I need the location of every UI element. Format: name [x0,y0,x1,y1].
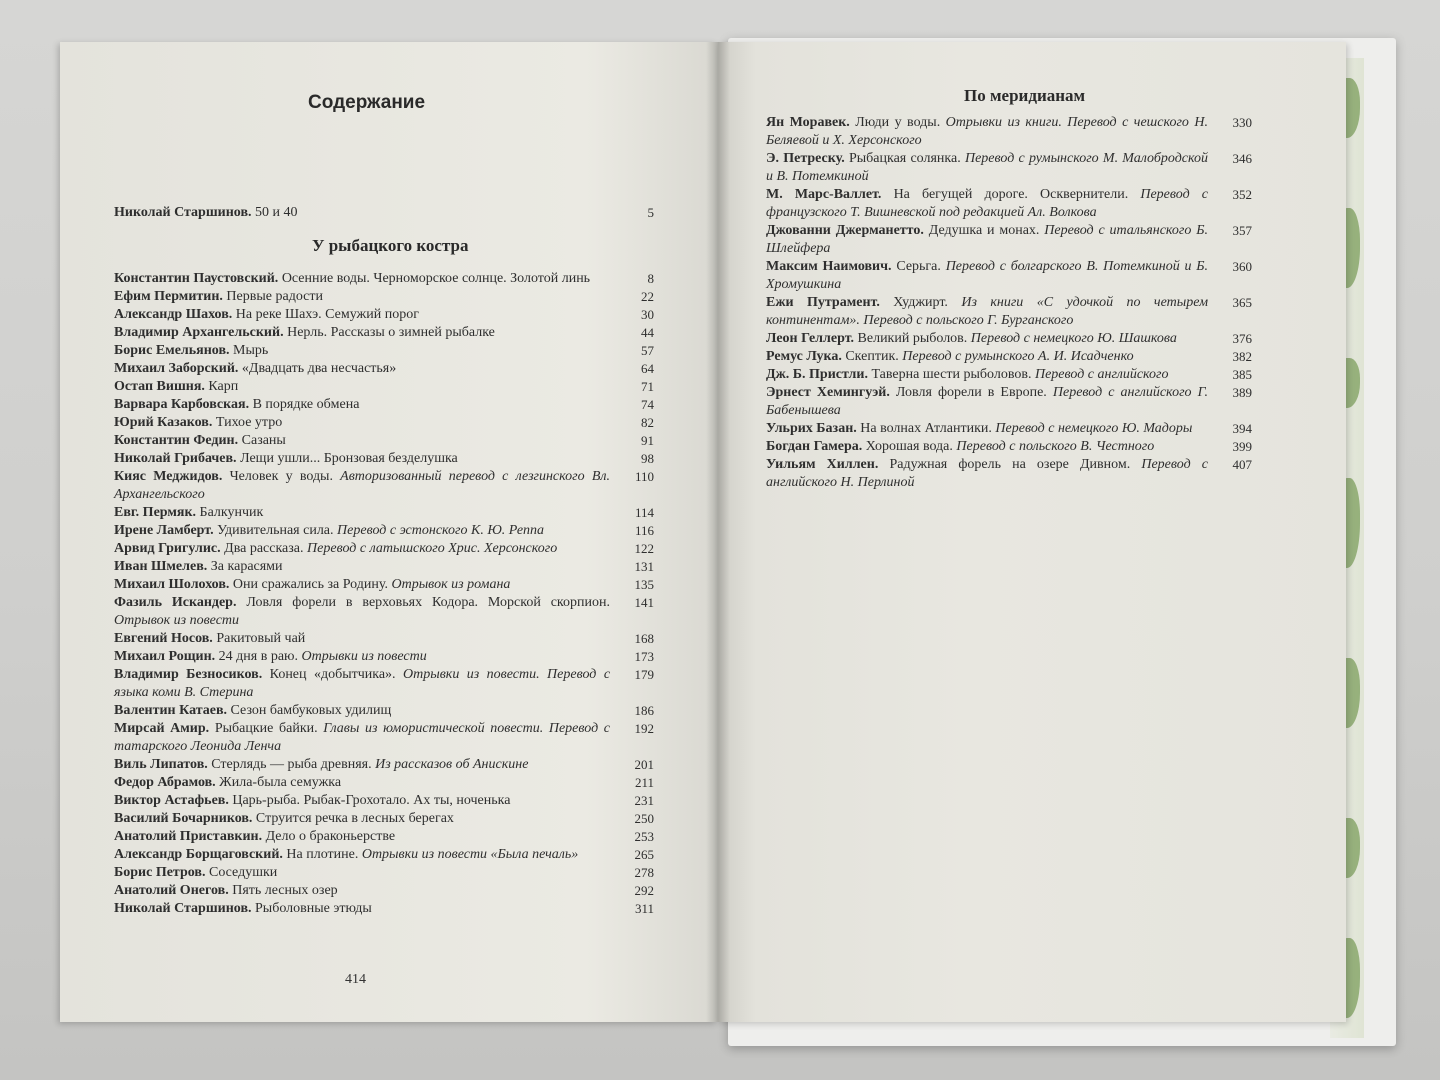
toc-entry-page: 8 [647,271,654,286]
toc-entry-note: Перевод с румынского А. И. Исадченко [902,349,1134,364]
toc-entry [766,294,1252,330]
toc-entry [114,270,654,288]
toc-entry-page: 352 [1232,187,1252,202]
toc-entry-author: Федор Абрамов. [114,775,216,790]
toc-entry-text [114,792,618,810]
toc-entry-author: Евг. Пермяк. [114,505,197,520]
toc-entry-author: Ян Моравек. [766,115,850,130]
toc-entry-note: Отрывок из повести [114,613,240,628]
toc-entry-note: Перевод с румынского М. Малобродской и В. Потемкиной [766,151,1209,184]
toc-entry-author: Ирене Ламберт. [114,523,214,538]
toc-entry [114,720,654,756]
toc-entry [114,306,654,324]
toc-entry-title: Осенние воды. Черноморское солнце. Золотой линь [281,271,591,286]
toc-entry-title: Жила-была семужка [219,775,342,790]
toc-entry-page: 211 [634,775,654,790]
toc-entry-page: 365 [1232,295,1252,310]
toc-entry-author: Николай Старшинов. [114,205,252,220]
toc-entry-author: Евгений Носов. [114,631,213,646]
toc-entry [766,366,1252,384]
toc-entry-page: 192 [634,721,654,736]
toc-entry-text [114,360,618,378]
toc-entry-author: Михаил Рощин. [114,649,216,664]
toc-entry [766,258,1252,294]
toc-entry-title: Стерлядь — рыба древняя. [211,757,372,772]
toc-entry-note: Главы из юмористической повести. Перевод с татарского Леонида Ленча [114,721,611,754]
toc-entry-text [114,558,618,576]
toc-entry-title: Серьга. [896,259,941,274]
toc-entry-page: 253 [634,829,654,844]
toc-entry-title: На плотине. [286,847,359,862]
toc-entry-note: Из книги «С удочкой по четырем континентам». Перевод с польского Г. Бурганского [766,295,1209,328]
toc-entry-title: Хорошая вода. [865,439,953,454]
toc-entry-page: 179 [634,667,654,682]
toc-entry [114,204,654,222]
toc-entry-title: 24 дня в раю. [218,649,299,664]
toc-entry-text [114,702,618,720]
toc-entry-page: 357 [1232,223,1252,238]
toc-entry [114,630,654,648]
toc-entry-text [114,378,618,396]
toc-entry-page: 64 [641,361,654,376]
toc-entry-page: 173 [634,649,654,664]
toc-entry-author: Валентин Катаев. [114,703,228,718]
toc-entry-author: Уильям Хиллен. [766,457,879,472]
toc-entry-author: Дж. Б. Пристли. [766,367,868,382]
toc-entry [766,420,1252,438]
toc-entry [114,864,654,882]
toc-entry-text [114,864,618,882]
toc-entry [114,324,654,342]
toc-entry [114,558,654,576]
toc-entry-title: Конец «добытчика». [269,667,396,682]
toc-entry [766,456,1252,492]
toc-entry-title: Рыбацкая солянка. [848,151,961,166]
toc-entry-title: Скептик. [845,349,899,364]
toc-entry-title: Рыбацкие байки. [214,721,318,736]
toc-entry-text [766,384,1216,420]
toc-entry [114,774,654,792]
toc-entry-page: 201 [634,757,654,772]
toc-entry-page: 30 [641,307,654,322]
toc-entry-author: Джованни Джерманетто. [766,223,924,238]
toc-entry-text [766,294,1216,330]
toc-entry [114,522,654,540]
page-number: 414 [345,972,366,987]
toc-entry-note: Перевод с французского Т. Вишневской под редакцией Ал. Волкова [766,187,1208,220]
toc-entry-page: 57 [641,343,654,358]
toc-entry [114,342,654,360]
toc-entry-text [114,720,618,756]
toc-entry [766,114,1252,150]
toc-entry [114,432,654,450]
toc-entry-note: Отрывки из книги. Перевод с чешского Н. Беляевой и Х. Херсонского [766,115,1209,148]
toc-entry-author: Остап Вишня. [114,379,205,394]
toc-entry-note: Перевод с немецкого Ю. Шашкова [970,331,1177,346]
toc-entry-note: Перевод с немецкого Ю. Мадоры [995,421,1193,436]
toc-entry-author: Михаил Заборский. [114,361,239,376]
toc-entry-note: Перевод с английского Г. Бабенышева [766,385,1209,418]
toc-entry-text [766,456,1216,492]
toc-entry-text [766,186,1216,222]
toc-entry-author: Александр Шахов. [114,307,233,322]
toc-entry-author: Николай Грибачев. [114,451,237,466]
toc-entry-author: Константин Паустовский. [114,271,279,286]
toc-entry [114,666,654,702]
toc-entry-text [114,828,618,846]
toc-entry-title: На бегущей дороге. Осквернители. [893,187,1129,202]
toc-entry-title: На реке Шахэ. Семужий порог [235,307,419,322]
toc-entry [766,222,1252,258]
toc-entry-author: Арвид Григулис. [114,541,221,556]
toc-entry-text [766,114,1216,150]
toc-entry-title: Царь-рыба. Рыбак-Грохотало. Ах ты, ноченька [232,793,511,808]
toc-entry-author: Анатолий Онегов. [114,883,229,898]
toc-entry-text [114,900,618,918]
toc-entry-title: Тихое утро [215,415,283,430]
toc-entry-note: Перевод с английского Н. Перлиной [766,457,1209,490]
toc-entry-title: Карп [208,379,239,394]
toc-entry-text [114,522,618,540]
toc-entry-text [766,150,1216,186]
toc-entry-page: 71 [641,379,654,394]
toc-entry-title: Ловля форели в верховьях Кодора. Морской скорпион. [246,595,610,610]
toc-entry [114,828,654,846]
toc-entry-title: В порядке обмена [252,397,360,412]
toc-entry-title: Худжирт. [893,295,948,310]
toc-entry-page: 278 [634,865,654,880]
toc-entry-page: 141 [634,595,654,610]
toc-entry [114,594,654,630]
toc-entry-author: Мирсай Амир. [114,721,210,736]
toc-entry-page: 376 [1232,331,1252,346]
toc-entry-author: Виктор Астафьев. [114,793,229,808]
toc-entry-note: Перевод с английского [1034,367,1169,382]
toc-entry-note: Отрывки из повести «Была печаль» [361,847,579,862]
toc-entry-title: Человек у воды. [229,469,333,484]
toc-entry-page: 389 [1232,385,1252,400]
toc-entry [114,540,654,558]
toc-entry [766,438,1252,456]
toc-entry-author: Ульрих Базан. [766,421,857,436]
toc-entry-text [114,288,618,306]
toc-entry-page: 122 [634,541,654,556]
toc-entry-text [114,324,618,342]
toc-entry-author: Богдан Гамера. [766,439,863,454]
toc-entry-page: 382 [1232,349,1252,364]
toc-entry-title: Люди у воды. [855,115,941,130]
toc-entry-note: Перевод с польского В. Честного [956,439,1155,454]
toc-entry-author: Ефим Пермитин. [114,289,223,304]
toc-entry-page: 74 [641,397,654,412]
toc-entry-page: 110 [634,469,654,484]
toc-entry-note: Отрывки из повести. Перевод с языка коми В. Стерина [114,667,611,700]
toc-entry-text [766,420,1216,438]
toc-entry-author: Э. Петреску. [766,151,845,166]
toc-entry-text [114,576,618,594]
toc-entry-title: Таверна шести рыболовов. [871,367,1032,382]
toc-entry-page: 114 [634,505,654,520]
toc-entry-text [114,270,618,288]
toc-entry-note: Перевод с эстонского К. Ю. Реппа [337,523,545,538]
toc-entry-title: Лещи ушли... Бронзовая безделушка [240,451,458,466]
toc-entry-text [766,438,1216,456]
toc-entry [766,150,1252,186]
section-heading-left: У рыбацкого костра [312,236,469,255]
toc-entry-note: Перевод с итальянского Б. Шлейфера [766,223,1208,256]
toc-entry-author: Анатолий Приставкин. [114,829,263,844]
toc-entry [114,288,654,306]
toc-entry [766,384,1252,420]
toc-entry-page: 22 [641,289,654,304]
toc-entry-page: 91 [641,433,654,448]
toc-entry-author: Фазиль Искандер. [114,595,237,610]
toc-entry-title: Радужная форель на озере Дивном. [889,457,1131,472]
toc-entry-title: Соседушки [208,865,278,880]
toc-entry [114,810,654,828]
toc-entry-note: Отрывок из романа [391,577,511,592]
toc-entry [114,378,654,396]
toc-entry-author: М. Марс-Валлет. [766,187,882,202]
toc-entry-text [766,222,1216,258]
toc-entry-note: Перевод с латышского Хрис. Херсонского [307,541,558,556]
toc-entry-author: Владимир Архангельский. [114,325,284,340]
toc-entry-title: За карасями [210,559,283,574]
toc-entry-text [766,348,1216,366]
toc-entry-page: 385 [1232,367,1252,382]
toc-entry-page: 5 [647,205,654,220]
toc-entry-text [114,540,618,558]
toc-entry [114,882,654,900]
toc-entry-page: 330 [1232,115,1252,130]
toc-entry [766,186,1252,222]
toc-list-right [766,114,1252,492]
toc-entry [114,648,654,666]
toc-entry [114,360,654,378]
toc-entry-author: Максим Наимович. [766,259,892,274]
toc-entry-text [114,414,618,432]
toc-entry-author: Юрий Казаков. [114,415,213,430]
toc-entry [114,900,654,918]
toc-entry-note: Отрывки из повести [301,649,427,664]
toc-entry-author: Борис Емельянов. [114,343,230,358]
toc-entry-page: 131 [634,559,654,574]
toc-entry-text [114,504,618,522]
toc-entry [114,702,654,720]
toc-entry-text [114,630,618,648]
toc-entry-title: «Двадцать два несчастья» [241,361,397,376]
toc-entry-text [766,366,1216,384]
toc-entry-page: 44 [641,325,654,340]
toc-entry-author: Варвара Карбовская. [114,397,250,412]
toc-entry-text [114,756,618,774]
toc-entry-title: Нерль. Рассказы о зимней рыбалке [287,325,495,340]
toc-entry-title: Ловля форели в Европе. [895,385,1047,400]
toc-entry-page: 98 [641,451,654,466]
toc-entry-title: Рыболовные этюды [255,901,372,916]
toc-entry-text [114,306,618,324]
toc-entry-note: Авторизованный перевод с лезгинского Вл. Архангельского [114,469,610,502]
toc-entry-page: 116 [634,523,654,538]
toc-entry-title: Великий рыболов. [857,331,968,346]
toc-entry-page: 399 [1232,439,1252,454]
toc-entry-author: Ремус Лука. [766,349,842,364]
toc-entry-text [114,846,618,864]
book-gutter [706,42,730,1022]
toc-entry-page: 407 [1232,457,1252,472]
toc-entry-title: Сазаны [241,433,286,448]
toc-entry [114,846,654,864]
toc-entry-title: Мырь [233,343,269,358]
toc-entry-title: Струится речка в лесных берегах [255,811,454,826]
toc-entry-text [114,648,618,666]
toc-entry-author: Николай Старшинов. [114,901,252,916]
toc-entry-page: 135 [634,577,654,592]
toc-entry-author: Борис Петров. [114,865,206,880]
toc-entry-title: Сезон бамбуковых удилищ [230,703,392,718]
toc-entry-page: 360 [1232,259,1252,274]
toc-entry-page: 311 [634,901,654,916]
toc-entry-author: Александр Борщаговский. [114,847,283,862]
toc-entry-author: Леон Геллерт. [766,331,855,346]
toc-entry-text [114,342,618,360]
intro-list [114,204,654,222]
toc-entry-text [114,204,618,222]
toc-entry [766,330,1252,348]
toc-entry-title: Ракитовый чай [216,631,306,646]
toc-entry-author: Кияс Меджидов. [114,469,223,484]
toc-entry [114,468,654,504]
toc-entry-note: Перевод с болгарского В. Потемкиной и Б. Хромушкина [766,259,1209,292]
toc-entry [766,348,1252,366]
toc-entry-author: Виль Липатов. [114,757,208,772]
toc-entry-page: 394 [1232,421,1252,436]
toc-entry-author: Константин Федин. [114,433,239,448]
toc-entry-page: 292 [634,883,654,898]
toc-entry [114,396,654,414]
toc-entry-text [114,432,618,450]
toc-entry-title: Дело о браконьерстве [265,829,396,844]
toc-entry-page: 231 [634,793,654,808]
toc-entry-title: Удивительная сила. [217,523,334,538]
toc-entry-text [114,810,618,828]
toc-entry-author: Василий Бочарников. [114,811,253,826]
contents-heading: Содержание [308,92,426,113]
toc-entry-title: Балкунчик [199,505,264,520]
toc-entry-title: Дедушка и монах. [928,223,1040,238]
toc-entry-author: Михаил Шолохов. [114,577,230,592]
toc-entry-page: 265 [634,847,654,862]
toc-entry-page: 186 [634,703,654,718]
toc-entry-title: Два рассказа. [224,541,304,556]
toc-entry-text [114,594,618,630]
section-heading-right: По меридианам [964,86,1086,105]
toc-list-left [114,270,654,918]
toc-entry-text [114,882,618,900]
toc-entry [114,576,654,594]
toc-entry-text [114,468,618,504]
toc-entry-author: Эрнест Хемингуэй. [766,385,890,400]
toc-entry-author: Иван Шмелев. [114,559,208,574]
toc-entry-title: На волнах Атлантики. [860,421,992,436]
toc-entry [114,414,654,432]
toc-entry-text [766,330,1216,348]
left-page [60,42,718,1022]
toc-entry-page: 82 [641,415,654,430]
toc-entry-text [114,396,618,414]
toc-entry-page: 346 [1232,151,1252,166]
toc-entry-text [766,258,1216,294]
toc-entry-text [114,450,618,468]
toc-entry [114,792,654,810]
toc-entry-author: Владимир Безносиков. [114,667,263,682]
right-page [718,42,1346,1022]
toc-entry-title: Пять лесных озер [232,883,338,898]
toc-entry-title: 50 и 40 [255,205,298,220]
toc-entry-title: Они сражались за Родину. [232,577,388,592]
toc-entry-title: Первые радости [226,289,323,304]
toc-entry [114,756,654,774]
toc-entry-page: 250 [634,811,654,826]
toc-entry-text [114,666,618,702]
toc-entry-author: Ежи Путрамент. [766,295,880,310]
toc-entry [114,504,654,522]
toc-entry [114,450,654,468]
toc-entry-text [114,774,618,792]
toc-entry-note: Из рассказов об Анискине [375,757,529,772]
toc-entry-page: 168 [634,631,654,646]
